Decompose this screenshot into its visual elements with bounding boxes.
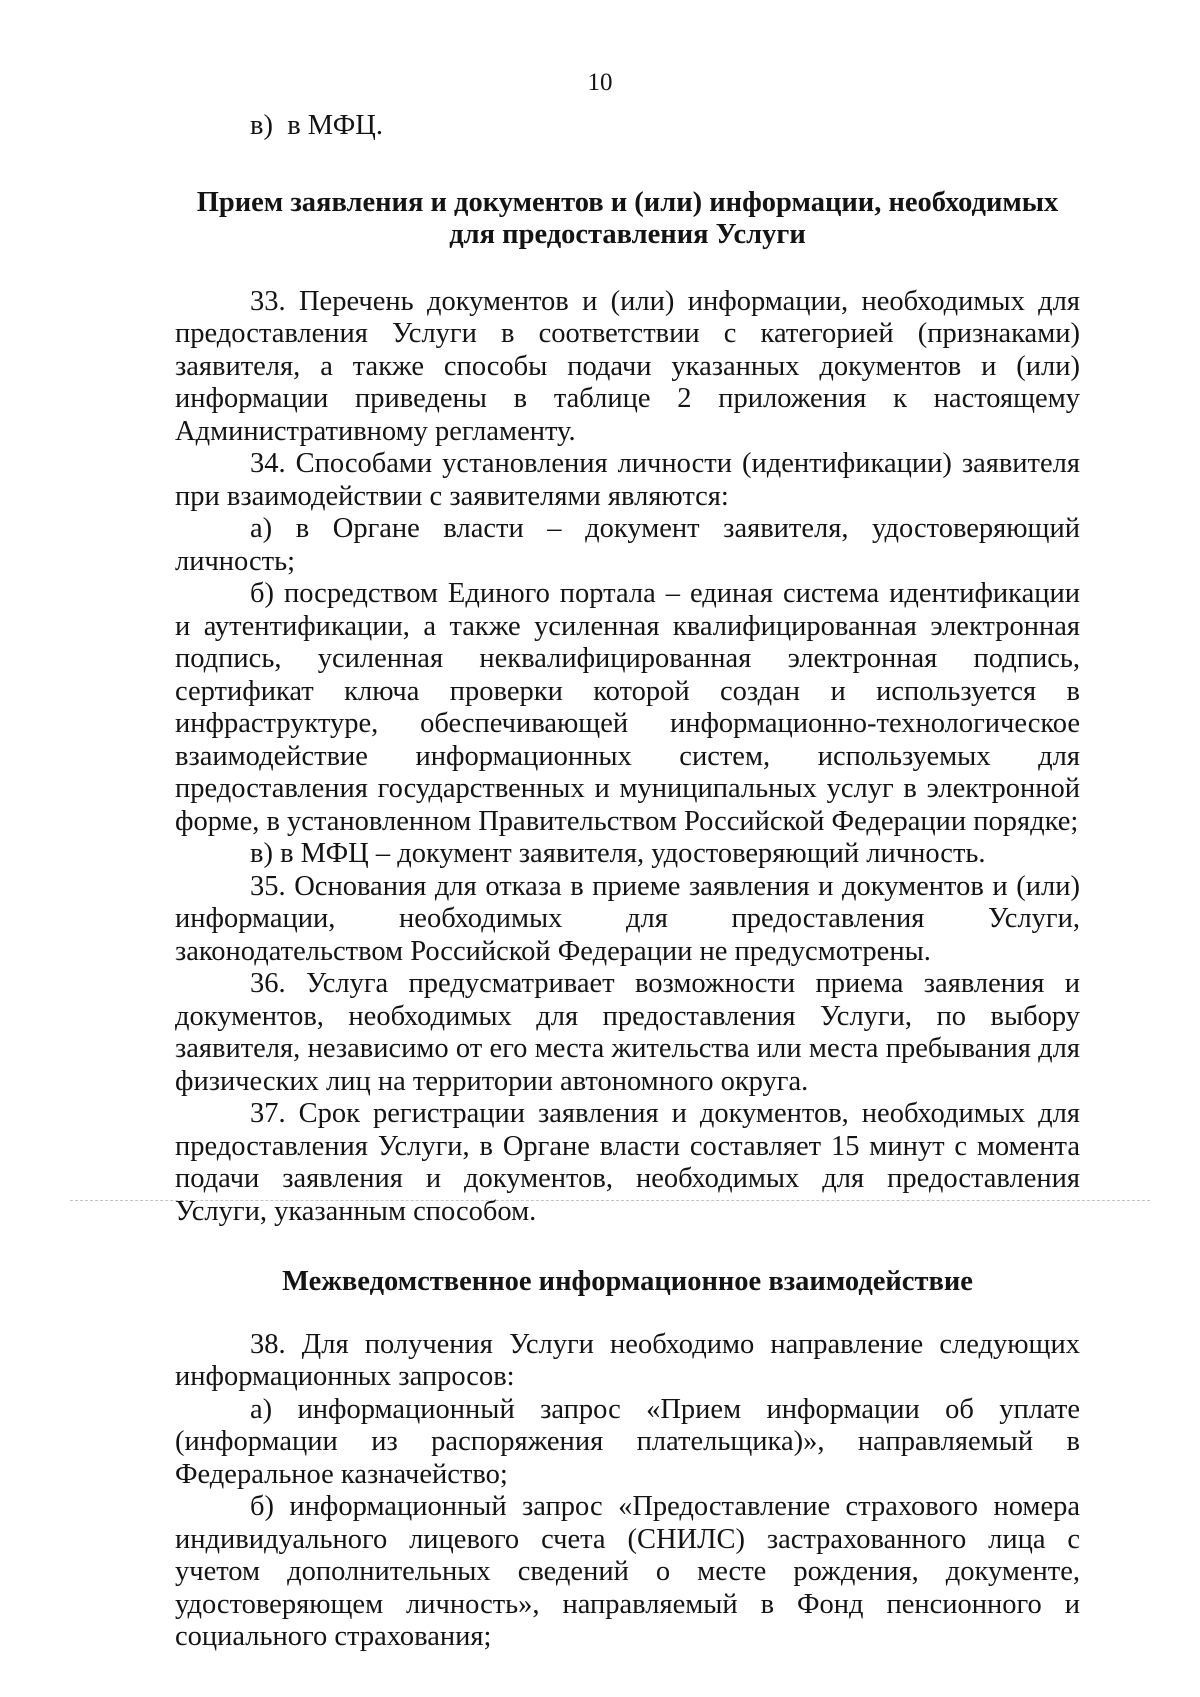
paragraph-36: 36. Услуга предусматривает возможности приема заявления и документов, необходимых для предоставления Услуги, по выбору заявителя, независимо от его места жительства или места пребывания для физических лиц на территории автономного округа.: [175, 968, 1080, 1097]
paragraph-34-a: а) в Органе власти – документ заявителя, удостоверяющий личность;: [175, 513, 1080, 577]
paragraph-35: 35. Основания для отказа в приеме заявления и документов и (или) информации, необходимых для предоставления Услуги, законодательством Российской Федерации не предусмотрены.: [175, 870, 1080, 967]
paragraph-34-v: в) в МФЦ – документ заявителя, удостоверяющий личность.: [250, 838, 986, 869]
paragraph-37: 37. Срок регистрации заявления и документов, необходимых для предоставления Услуги, в Органе власти составляет 15 минут с момента подачи заявления и документов, необходимых для предоставления Услуги, указанным способом.: [175, 1098, 1080, 1227]
scan-artifact-line: [70, 1200, 1150, 1201]
section-heading-reception: Прием заявления и документов и (или) информации, необходимых для предоставления Услуги: [196, 186, 1059, 250]
paragraph-33: 33. Перечень документов и (или) информации, необходимых для предоставления Услуги в соответствии с категорией (признаками) заявителя, а также способы подачи указанных документов и (или) информации приведены в таблице 2 приложения к настоящему Административному регламенту.: [175, 285, 1080, 447]
page-number: 10: [587, 69, 613, 96]
section-heading-interagency: Межведомственное информационное взаимодействие: [282, 1266, 973, 1297]
paragraph-38-a: а) информационный запрос «Прием информации об уплате (информации из распоряжения плательщика)», направляемый в Федеральное казначейство;: [175, 1393, 1080, 1490]
paragraph-34-b: б) посредством Единого портала – единая система идентификации и аутентификации, а также усиленная квалифицированная электронная подпись, усиленная неквалифицированная электронная подпись, сертификат ключа проверки которой создан и используется в инфраструктуре, обеспечивающей информационно-технологическое взаимодействие информационных систем, используемых для предоставления государственных и муниципальных услуг в электронной форме, в установленном Правительством Российской Федерации порядке;: [175, 578, 1080, 837]
paragraph-34: 34. Способами установления личности (идентификации) заявителя при взаимодействии с заявителями являются:: [175, 448, 1080, 512]
item-v-mfc: в) в МФЦ.: [250, 110, 383, 141]
paragraph-38-b: б) информационный запрос «Предоставление страхового номера индивидуального лицевого счета (СНИЛС) застрахованного лица с учетом дополнительных сведений о месте рождения, документе, удостоверяющем личность», направляемый в Фонд пенсионного и социального страхования;: [175, 1491, 1080, 1652]
document-body: [175, 110, 1080, 1654]
paragraph-38: 38. Для получения Услуги необходимо направление следующих информационных запросов:: [175, 1328, 1080, 1392]
